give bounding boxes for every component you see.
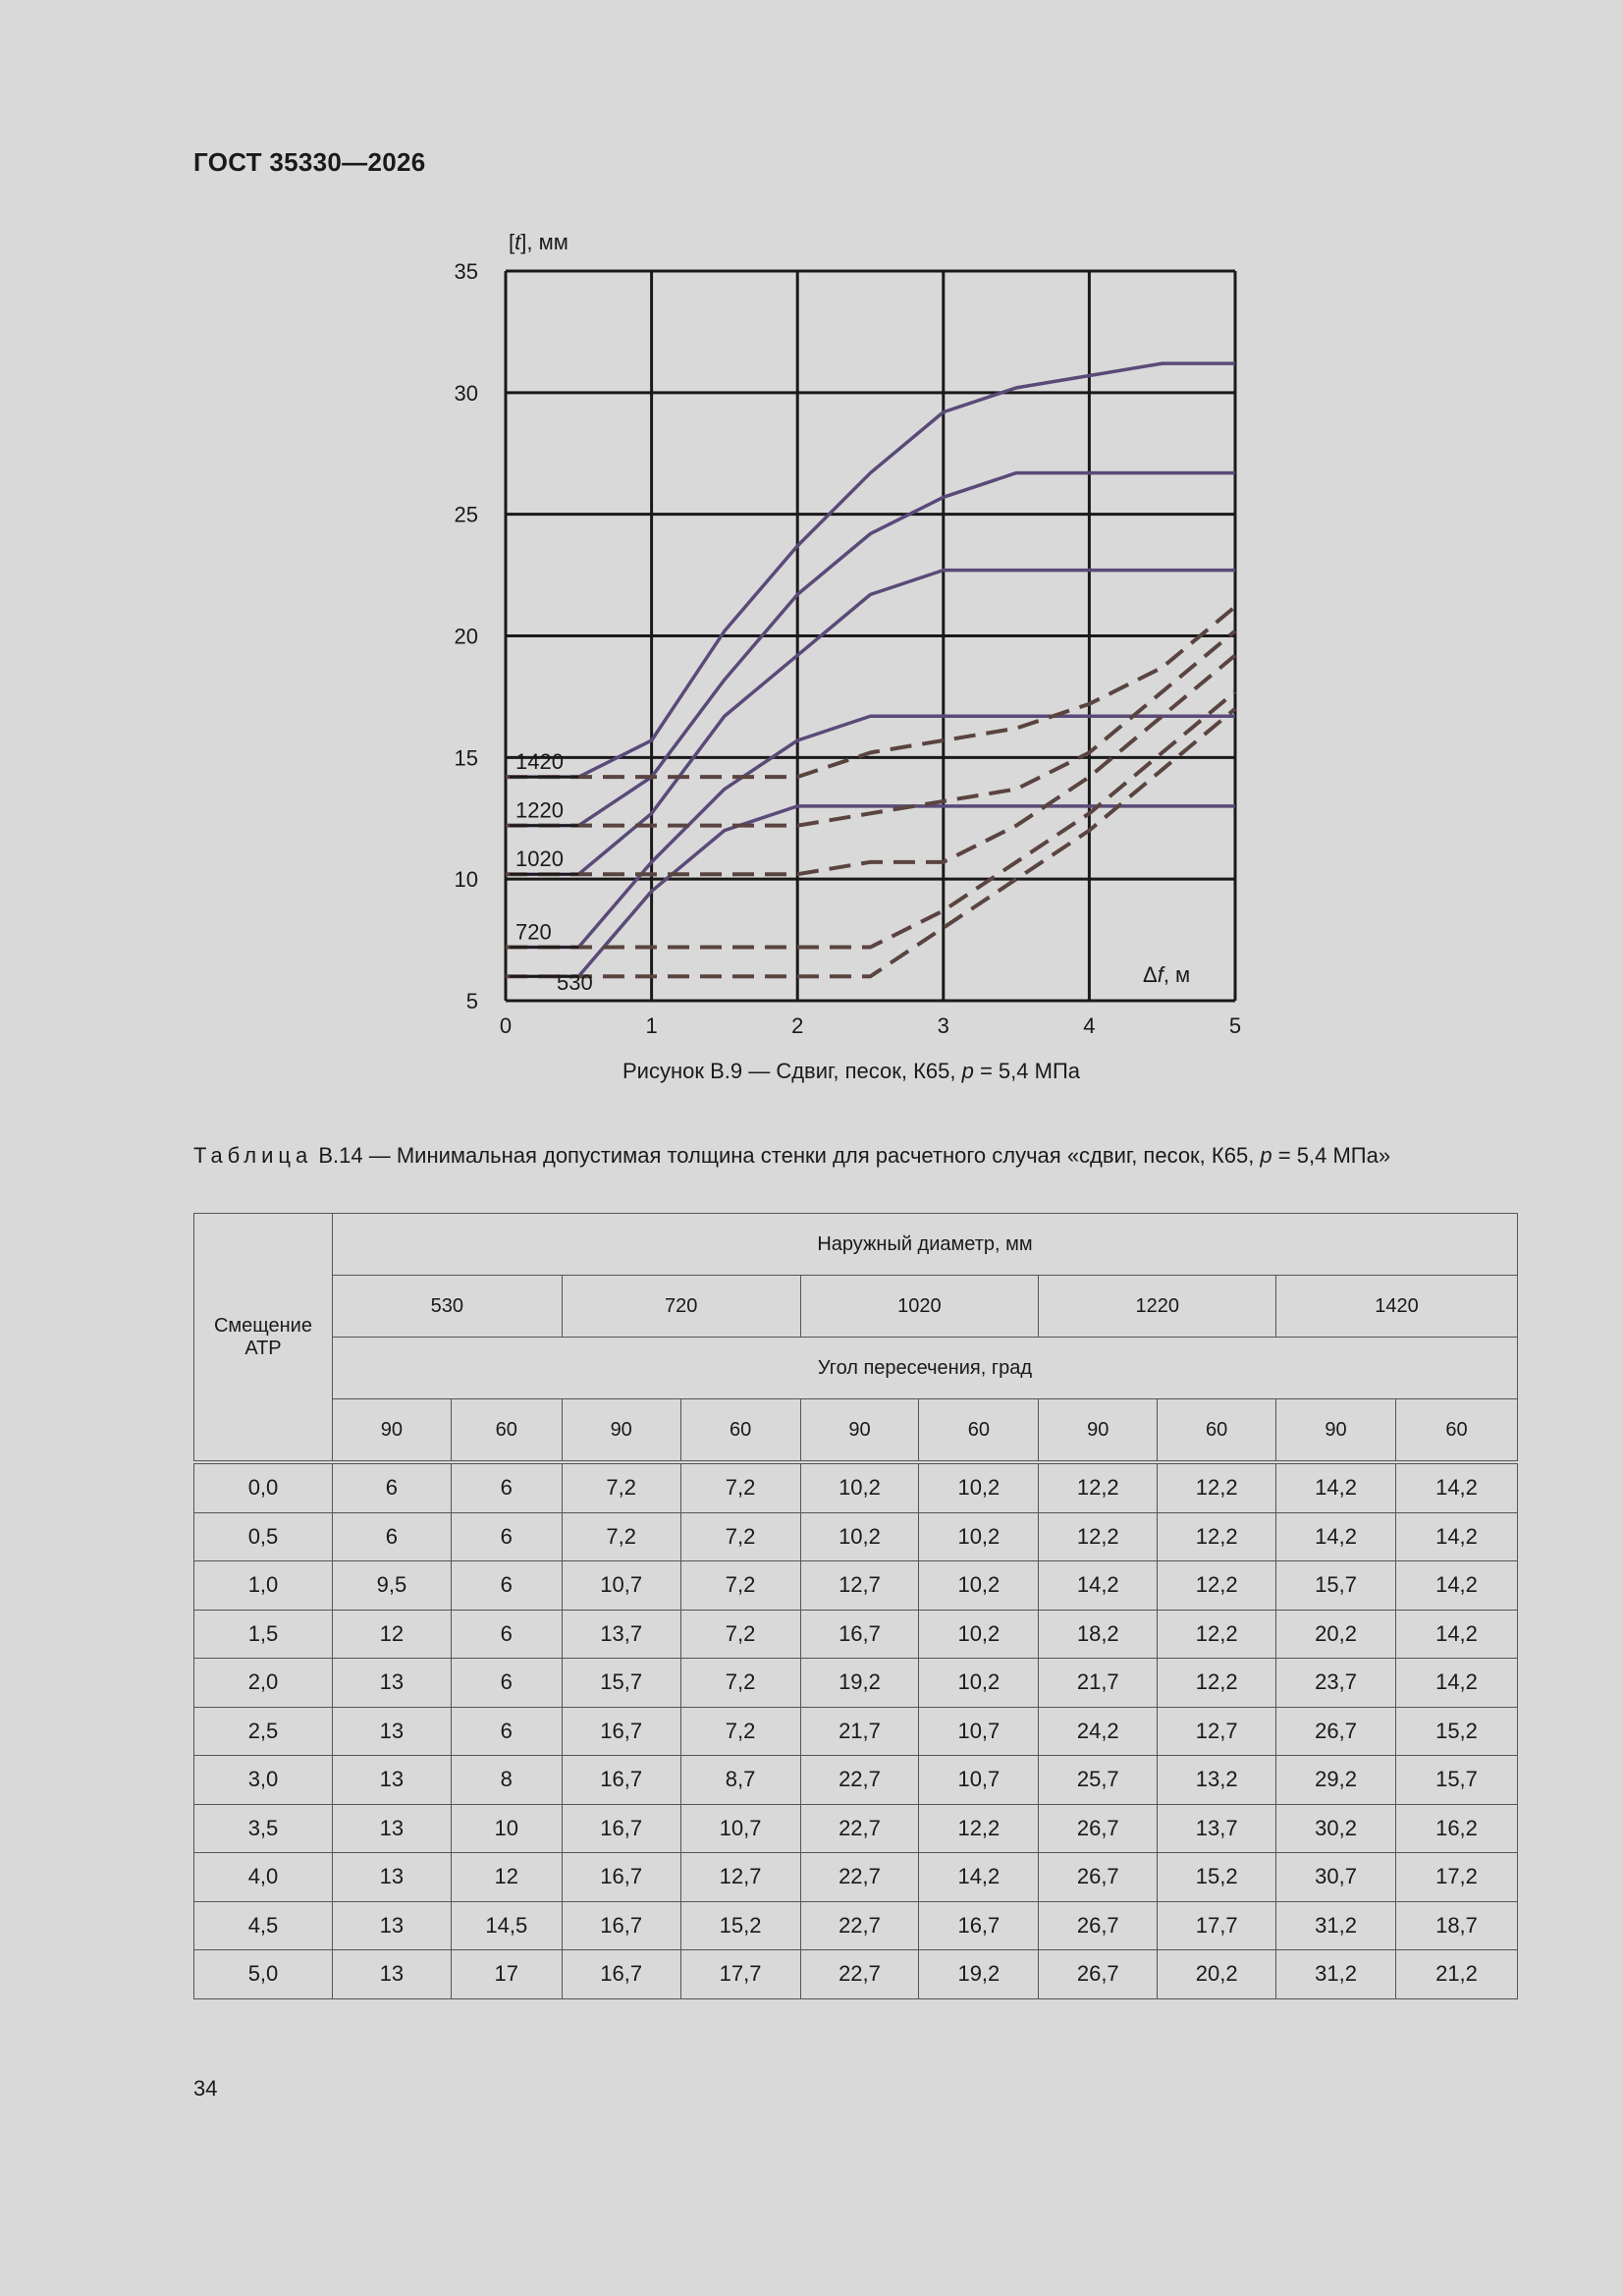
offset-cell: 2,5 <box>194 1707 333 1756</box>
series-1420-angle-60 <box>506 607 1235 777</box>
table-row <box>194 1901 1518 1950</box>
thickness-cell: 13,2 <box>1158 1756 1276 1805</box>
series-1220-angle-60 <box>506 631 1235 826</box>
header-angle: 90 <box>1039 1399 1158 1463</box>
chart-grid <box>506 271 1235 1001</box>
thickness-cell: 13 <box>332 1707 451 1756</box>
thickness-cell: 10 <box>451 1804 562 1853</box>
thickness-cell: 13,7 <box>562 1610 680 1659</box>
offset-cell: 4,5 <box>194 1901 333 1950</box>
thickness-cell: 15,7 <box>562 1659 680 1708</box>
header-diameter: 1220 <box>1039 1276 1276 1338</box>
x-axis-label: Δf, м <box>1143 962 1191 987</box>
thickness-cell: 10,2 <box>800 1462 919 1512</box>
y-tick-label: 10 <box>454 867 478 893</box>
header-angle: 90 <box>332 1399 451 1463</box>
thickness-cell: 7,2 <box>680 1512 800 1561</box>
thickness-cell: 17,7 <box>1158 1901 1276 1950</box>
thickness-cell: 10,7 <box>680 1804 800 1853</box>
thickness-cell: 22,7 <box>800 1756 919 1805</box>
thickness-cell: 6 <box>451 1462 562 1512</box>
table-row <box>194 1462 1518 1512</box>
thickness-cell: 13 <box>332 1853 451 1902</box>
table-row <box>194 1853 1518 1902</box>
thickness-cell: 21,7 <box>800 1707 919 1756</box>
thickness-cell: 12,7 <box>680 1853 800 1902</box>
thickness-cell: 26,7 <box>1039 1804 1158 1853</box>
thickness-cell: 10,2 <box>919 1462 1039 1512</box>
x-tick-label: 1 <box>645 1013 658 1038</box>
series-1220-angle-90 <box>506 473 1235 826</box>
thickness-cell: 12 <box>332 1610 451 1659</box>
thickness-cell: 26,7 <box>1039 1853 1158 1902</box>
header-angle: 60 <box>1395 1399 1517 1463</box>
curve-label-720: 720 <box>515 919 552 945</box>
thickness-cell: 8 <box>451 1756 562 1805</box>
y-tick-label: 15 <box>454 745 478 771</box>
thickness-cell: 21,2 <box>1395 1950 1517 1999</box>
thickness-cell: 14,2 <box>1395 1512 1517 1561</box>
thickness-cell: 15,2 <box>1158 1853 1276 1902</box>
thickness-cell: 15,7 <box>1395 1756 1517 1805</box>
thickness-cell: 30,2 <box>1276 1804 1396 1853</box>
series-530-angle-90 <box>506 806 1235 976</box>
thickness-cell: 22,7 <box>800 1950 919 1999</box>
curve-label-530: 530 <box>557 970 593 996</box>
header-angle: 60 <box>451 1399 562 1463</box>
thickness-cell: 22,7 <box>800 1901 919 1950</box>
y-tick-label: 5 <box>465 989 478 1013</box>
header-diameter: 1420 <box>1276 1276 1518 1338</box>
y-tick-label: 25 <box>454 502 478 527</box>
table-row <box>194 1756 1518 1805</box>
thickness-cell: 18,7 <box>1395 1901 1517 1950</box>
thickness-cell: 12,7 <box>800 1561 919 1611</box>
thickness-cell: 13,7 <box>1158 1804 1276 1853</box>
wall-thickness-chart <box>432 216 1257 1080</box>
thickness-cell: 18,2 <box>1039 1610 1158 1659</box>
thickness-cell: 6 <box>332 1462 451 1512</box>
thickness-cell: 7,2 <box>680 1610 800 1659</box>
thickness-cell: 10,2 <box>919 1610 1039 1659</box>
thickness-cell: 15,2 <box>680 1901 800 1950</box>
thickness-cell: 7,2 <box>562 1462 680 1512</box>
thickness-cell: 12,2 <box>1039 1512 1158 1561</box>
page-number: 34 <box>193 2076 218 2101</box>
offset-cell: 2,0 <box>194 1659 333 1708</box>
thickness-cell: 22,7 <box>800 1804 919 1853</box>
thickness-cell: 13 <box>332 1659 451 1708</box>
thickness-cell: 15,2 <box>1395 1707 1517 1756</box>
thickness-cell: 16,7 <box>562 1950 680 1999</box>
header-diameter: 720 <box>562 1276 800 1338</box>
table-row <box>194 1707 1518 1756</box>
thickness-cell: 7,2 <box>680 1462 800 1512</box>
header-outer-diameter: Наружный диаметр, мм <box>332 1214 1517 1276</box>
offset-cell: 1,0 <box>194 1561 333 1611</box>
series-720-angle-60 <box>506 691 1235 947</box>
thickness-cell: 16,2 <box>1395 1804 1517 1853</box>
y-axis-label: [t], мм <box>509 230 568 254</box>
figure-caption <box>193 1059 1509 1084</box>
thickness-cell: 10,2 <box>919 1659 1039 1708</box>
thickness-cell: 14,2 <box>1276 1462 1396 1512</box>
thickness-cell: 7,2 <box>680 1707 800 1756</box>
thickness-cell: 12,2 <box>919 1804 1039 1853</box>
thickness-cell: 22,7 <box>800 1853 919 1902</box>
thickness-cell: 12,2 <box>1158 1462 1276 1512</box>
thickness-cell: 29,2 <box>1276 1756 1396 1805</box>
thickness-cell: 12,2 <box>1158 1512 1276 1561</box>
table-title <box>193 1142 1507 1170</box>
thickness-cell: 12,2 <box>1158 1610 1276 1659</box>
header-angle: 90 <box>562 1399 680 1463</box>
chart-series <box>506 363 1235 976</box>
thickness-cell: 16,7 <box>800 1610 919 1659</box>
thickness-cell: 14,2 <box>1039 1561 1158 1611</box>
thickness-cell: 12,2 <box>1158 1659 1276 1708</box>
thickness-cell: 26,7 <box>1276 1707 1396 1756</box>
offset-cell: 5,0 <box>194 1950 333 1999</box>
thickness-cell: 14,2 <box>1395 1610 1517 1659</box>
header-angle: 60 <box>1158 1399 1276 1463</box>
offset-cell: 4,0 <box>194 1853 333 1902</box>
thickness-cell: 12,2 <box>1039 1462 1158 1512</box>
thickness-cell: 10,7 <box>919 1707 1039 1756</box>
y-tick-label: 35 <box>454 259 478 284</box>
table-row <box>194 1950 1518 1999</box>
thickness-cell: 21,7 <box>1039 1659 1158 1708</box>
header-angle: 60 <box>680 1399 800 1463</box>
thickness-cell: 14,5 <box>451 1901 562 1950</box>
table-title-var: p <box>1260 1143 1272 1168</box>
thickness-cell: 16,7 <box>562 1901 680 1950</box>
thickness-cell: 14,2 <box>919 1853 1039 1902</box>
thickness-cell: 19,2 <box>800 1659 919 1708</box>
thickness-cell: 6 <box>451 1561 562 1611</box>
thickness-cell: 16,7 <box>919 1901 1039 1950</box>
table-row <box>194 1804 1518 1853</box>
thickness-cell: 7,2 <box>680 1561 800 1611</box>
thickness-cell: 14,2 <box>1276 1512 1396 1561</box>
thickness-cell: 17 <box>451 1950 562 1999</box>
thickness-cell: 8,7 <box>680 1756 800 1805</box>
thickness-cell: 16,7 <box>562 1853 680 1902</box>
thickness-cell: 6 <box>451 1610 562 1659</box>
series-1020-angle-90 <box>506 571 1235 875</box>
thickness-cell: 13 <box>332 1804 451 1853</box>
thickness-cell: 31,2 <box>1276 1901 1396 1950</box>
x-tick-label: 2 <box>791 1013 804 1038</box>
table-row <box>194 1561 1518 1611</box>
y-tick-label: 20 <box>454 624 478 649</box>
thickness-cell: 12,2 <box>1158 1561 1276 1611</box>
thickness-cell: 15,7 <box>1276 1561 1396 1611</box>
thickness-cell: 26,7 <box>1039 1901 1158 1950</box>
thickness-cell: 30,7 <box>1276 1853 1396 1902</box>
document-header: ГОСТ 35330—2026 <box>193 147 426 177</box>
table-row <box>194 1610 1518 1659</box>
figure-caption-text: Рисунок В.9 — Сдвиг, песок, К65, <box>622 1059 962 1083</box>
chart-labels <box>455 259 1242 1038</box>
header-intersection-angle: Угол пересечения, град <box>332 1338 1517 1399</box>
series-1020-angle-60 <box>506 655 1235 874</box>
x-tick-label: 4 <box>1083 1013 1096 1038</box>
thickness-cell: 16,7 <box>562 1804 680 1853</box>
thickness-cell: 9,5 <box>332 1561 451 1611</box>
thickness-cell: 13 <box>332 1756 451 1805</box>
y-tick-label: 30 <box>454 380 478 406</box>
thickness-cell: 10,2 <box>800 1512 919 1561</box>
figure-caption-var: p <box>961 1059 974 1083</box>
offset-cell: 3,0 <box>194 1756 333 1805</box>
table-title-suffix: = 5,4 МПа» <box>1271 1143 1391 1168</box>
thickness-cell: 7,2 <box>562 1512 680 1561</box>
thickness-cell: 23,7 <box>1276 1659 1396 1708</box>
thickness-cell: 10,2 <box>919 1512 1039 1561</box>
thickness-cell: 6 <box>451 1659 562 1708</box>
wall-thickness-table <box>193 1213 1518 1999</box>
offset-cell: 3,5 <box>194 1804 333 1853</box>
thickness-cell: 6 <box>451 1707 562 1756</box>
thickness-cell: 26,7 <box>1039 1950 1158 1999</box>
thickness-cell: 10,7 <box>562 1561 680 1611</box>
x-tick-label: 5 <box>1228 1013 1242 1038</box>
thickness-cell: 13 <box>332 1950 451 1999</box>
thickness-cell: 20,2 <box>1158 1950 1276 1999</box>
header-diameter: 1020 <box>800 1276 1039 1338</box>
thickness-cell: 12,7 <box>1158 1707 1276 1756</box>
thickness-cell: 6 <box>332 1512 451 1561</box>
header-angle: 60 <box>919 1399 1039 1463</box>
table-title-prefix: Таблица <box>193 1143 313 1168</box>
thickness-cell: 12 <box>451 1853 562 1902</box>
table-row <box>194 1659 1518 1708</box>
header-angle: 90 <box>1276 1399 1396 1463</box>
offset-cell: 0,5 <box>194 1512 333 1561</box>
offset-cell: 1,5 <box>194 1610 333 1659</box>
thickness-cell: 17,7 <box>680 1950 800 1999</box>
thickness-cell: 7,2 <box>680 1659 800 1708</box>
thickness-cell: 16,7 <box>562 1756 680 1805</box>
thickness-cell: 20,2 <box>1276 1610 1396 1659</box>
thickness-cell: 24,2 <box>1039 1707 1158 1756</box>
thickness-cell: 19,2 <box>919 1950 1039 1999</box>
x-tick-label: 0 <box>499 1013 513 1038</box>
header-offset-column: Смещение АТР <box>194 1214 333 1463</box>
x-tick-label: 3 <box>937 1013 949 1038</box>
curve-label-1220: 1220 <box>515 797 564 823</box>
thickness-cell: 6 <box>451 1512 562 1561</box>
thickness-cell: 25,7 <box>1039 1756 1158 1805</box>
thickness-cell: 17,2 <box>1395 1853 1517 1902</box>
header-angle: 90 <box>800 1399 919 1463</box>
offset-cell: 0,0 <box>194 1462 333 1512</box>
table-title-text: В.14 — Минимальная допустимая толщина стенки для расчетного случая «сдвиг, песок, К65, <box>312 1143 1261 1168</box>
thickness-cell: 14,2 <box>1395 1561 1517 1611</box>
curve-label-1420: 1420 <box>515 749 564 775</box>
thickness-cell: 14,2 <box>1395 1659 1517 1708</box>
thickness-cell: 10,7 <box>919 1756 1039 1805</box>
thickness-cell: 16,7 <box>562 1707 680 1756</box>
figure-caption-suffix: = 5,4 МПа <box>973 1059 1080 1083</box>
thickness-cell: 10,2 <box>919 1561 1039 1611</box>
header-diameter: 530 <box>332 1276 562 1338</box>
curve-label-1020: 1020 <box>515 847 564 872</box>
thickness-cell: 13 <box>332 1901 451 1950</box>
thickness-cell: 31,2 <box>1276 1950 1396 1999</box>
thickness-cell: 14,2 <box>1395 1462 1517 1512</box>
table-row <box>194 1512 1518 1561</box>
